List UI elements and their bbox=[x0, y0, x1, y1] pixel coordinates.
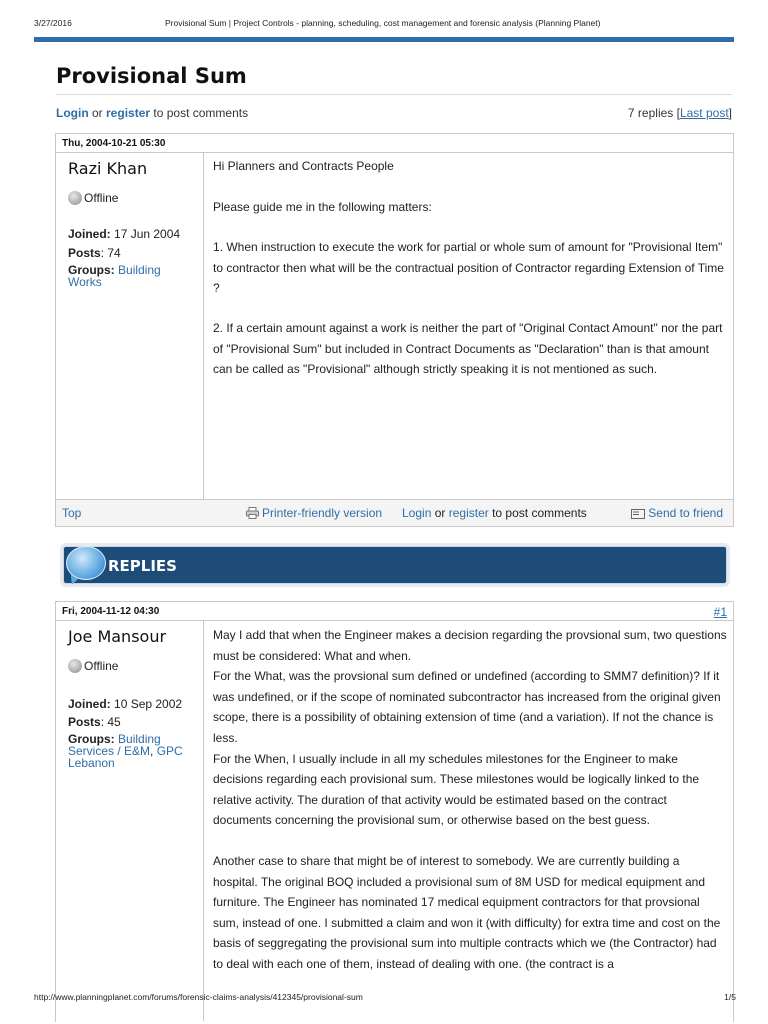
post-comment-prompt bbox=[56, 106, 248, 120]
print-header bbox=[0, 14, 768, 28]
print-page-title: Provisional Sum | Project Controls - planning, scheduling, cost management and forensic analysis (Planning Planet) bbox=[165, 18, 601, 28]
send-to-friend-label: Send to friend bbox=[648, 506, 723, 520]
print-date: 3/27/2016 bbox=[34, 18, 72, 28]
reply-groups-label: Groups: bbox=[68, 732, 115, 746]
group-separator: , bbox=[150, 744, 154, 758]
footer-comment-prompt bbox=[402, 506, 587, 520]
reply-paragraph: Another case to share that might be of interest to somebody. We are currently building a hospital. The original BOQ included a provisional sum of 8M USD for medical equipment and furniture. The Engineer has nominated 17 medical equipment contractors for that provsional sum, instead of one. I submitted a claim and won it (with difficulty) for extra time and cost on the basis of seggregating the provisional sum into multiple contracts which we (the Contractor) had to deal with each one of them, instead of dealing with one. (the contract is a bbox=[213, 853, 721, 971]
posts-count: : 74 bbox=[100, 246, 121, 260]
printer-icon bbox=[246, 507, 259, 519]
post-timestamp: Thu, 2004-10-21 05:30 bbox=[62, 138, 166, 149]
login-link[interactable]: Login bbox=[56, 106, 89, 120]
reply-header bbox=[56, 602, 733, 621]
post-paragraph: Please guide me in the following matters: bbox=[213, 199, 432, 214]
printer-friendly-label: Printer-friendly version bbox=[262, 506, 383, 520]
close-bracket: ] bbox=[728, 106, 732, 120]
reply-paragraph: For the What, was the provsional sum defined or undefined (according to SMM7 definition)? If it was undefined, or if the scope of nominated subcontractor has increased from the original given scope, there is a possibility of obtaining extension of time (and a variation). If not the chance is less. bbox=[213, 669, 721, 745]
footer-to-post-text: to post comments bbox=[492, 506, 587, 520]
replies-banner bbox=[63, 546, 727, 584]
posts-row bbox=[68, 246, 121, 260]
post-footer bbox=[56, 499, 733, 526]
posts-label: Posts bbox=[68, 246, 101, 260]
status-text: Offline bbox=[84, 191, 119, 205]
reply-group-link-2[interactable]: GPC Lebanon bbox=[68, 744, 183, 770]
reply-joined-label: Joined: bbox=[68, 697, 111, 711]
replies-count: 7 replies [ bbox=[627, 106, 680, 120]
replies-summary bbox=[628, 106, 732, 120]
reply-posts-label: Posts bbox=[68, 715, 101, 729]
reply-timestamp: Fri, 2004-11-12 04:30 bbox=[62, 606, 160, 617]
post-header bbox=[56, 134, 733, 153]
print-page-number: 1/5 bbox=[724, 992, 736, 1002]
footer-login-link[interactable]: Login bbox=[402, 506, 432, 520]
reply-group-link-1[interactable]: Building Services / E&M bbox=[68, 732, 161, 758]
offline-icon bbox=[68, 191, 82, 205]
joined-row bbox=[68, 227, 180, 241]
post-paragraph: 1. When instruction to execute the work for partial or whole sum of amount for "Provisional Item" to contractor then what will be the contractual position of Contractor regarding Extension of Time ? bbox=[213, 240, 724, 296]
footer-register-link[interactable]: register bbox=[448, 506, 489, 520]
envelope-icon bbox=[631, 509, 645, 519]
replies-heading: REPLIES bbox=[108, 557, 177, 575]
reply-posts-row bbox=[68, 715, 121, 729]
print-url: http://www.planningplanet.com/forums/forensic-claims-analysis/412345/provisional-sum bbox=[34, 992, 363, 1002]
or-text: or bbox=[92, 106, 103, 120]
reply-online-status bbox=[68, 659, 118, 673]
reply-paragraph: May I add that when the Engineer makes a decision regarding the provsional sum, two questions must be considered: What and when. bbox=[213, 628, 727, 663]
post-paragraph: Hi Planners and Contracts People bbox=[213, 159, 394, 173]
reply-paragraph: For the When, I usually include in all my schedules milestones for the Engineer to make decisions regarding each provisional sum. These milestones would be logically linked to the relative activity. The duration of that activity would be estimated based on the contract documents concerning the provisional sum, or otherwise based on the best guess. bbox=[213, 751, 700, 828]
register-link[interactable]: register bbox=[106, 106, 151, 120]
send-to-friend-link[interactable] bbox=[631, 506, 723, 520]
author-name[interactable]: Razi Khan bbox=[68, 159, 148, 178]
groups-row bbox=[68, 264, 193, 288]
title-divider bbox=[56, 94, 732, 95]
joined-label: Joined: bbox=[68, 227, 111, 241]
author-panel bbox=[56, 153, 204, 499]
footer-or-text: or bbox=[434, 506, 446, 520]
online-status bbox=[68, 191, 118, 205]
reply-author-panel bbox=[56, 621, 204, 1021]
reply-joined-date: 10 Sep 2002 bbox=[114, 697, 183, 711]
reply-status-text: Offline bbox=[84, 659, 119, 673]
to-post-text: to post comments bbox=[153, 106, 249, 120]
post-paragraph: 2. If a certain amount against a work is neither the part of "Original Contact Amount" nor the part of "Provisional Sum" but included in Contract Documents as "Declaration" than is that amount can be called as "Provisional" although strictly speaking it is not mentioned as such. bbox=[213, 320, 723, 377]
groups-label: Groups: bbox=[68, 263, 115, 277]
reply-posts-count: : 45 bbox=[100, 715, 121, 729]
top-link[interactable]: Top bbox=[62, 506, 82, 520]
page-title: Provisional Sum bbox=[56, 64, 247, 88]
post-body bbox=[213, 156, 727, 400]
last-post-link[interactable]: Last post bbox=[679, 106, 729, 120]
speech-bubble-icon bbox=[66, 546, 106, 580]
reply-post bbox=[55, 601, 734, 1022]
reply-body bbox=[213, 625, 727, 975]
group-link[interactable]: Building Works bbox=[68, 263, 161, 289]
reply-permalink[interactable]: #1 bbox=[713, 605, 727, 619]
offline-icon bbox=[68, 659, 82, 673]
joined-date: 17 Jun 2004 bbox=[114, 227, 181, 241]
reply-joined-row bbox=[68, 697, 182, 711]
top-accent-bar bbox=[34, 37, 734, 42]
reply-author-name[interactable]: Joe Mansour bbox=[68, 627, 167, 646]
reply-groups-row bbox=[68, 733, 196, 769]
original-post bbox=[55, 133, 734, 527]
printer-friendly-link[interactable] bbox=[246, 506, 382, 520]
